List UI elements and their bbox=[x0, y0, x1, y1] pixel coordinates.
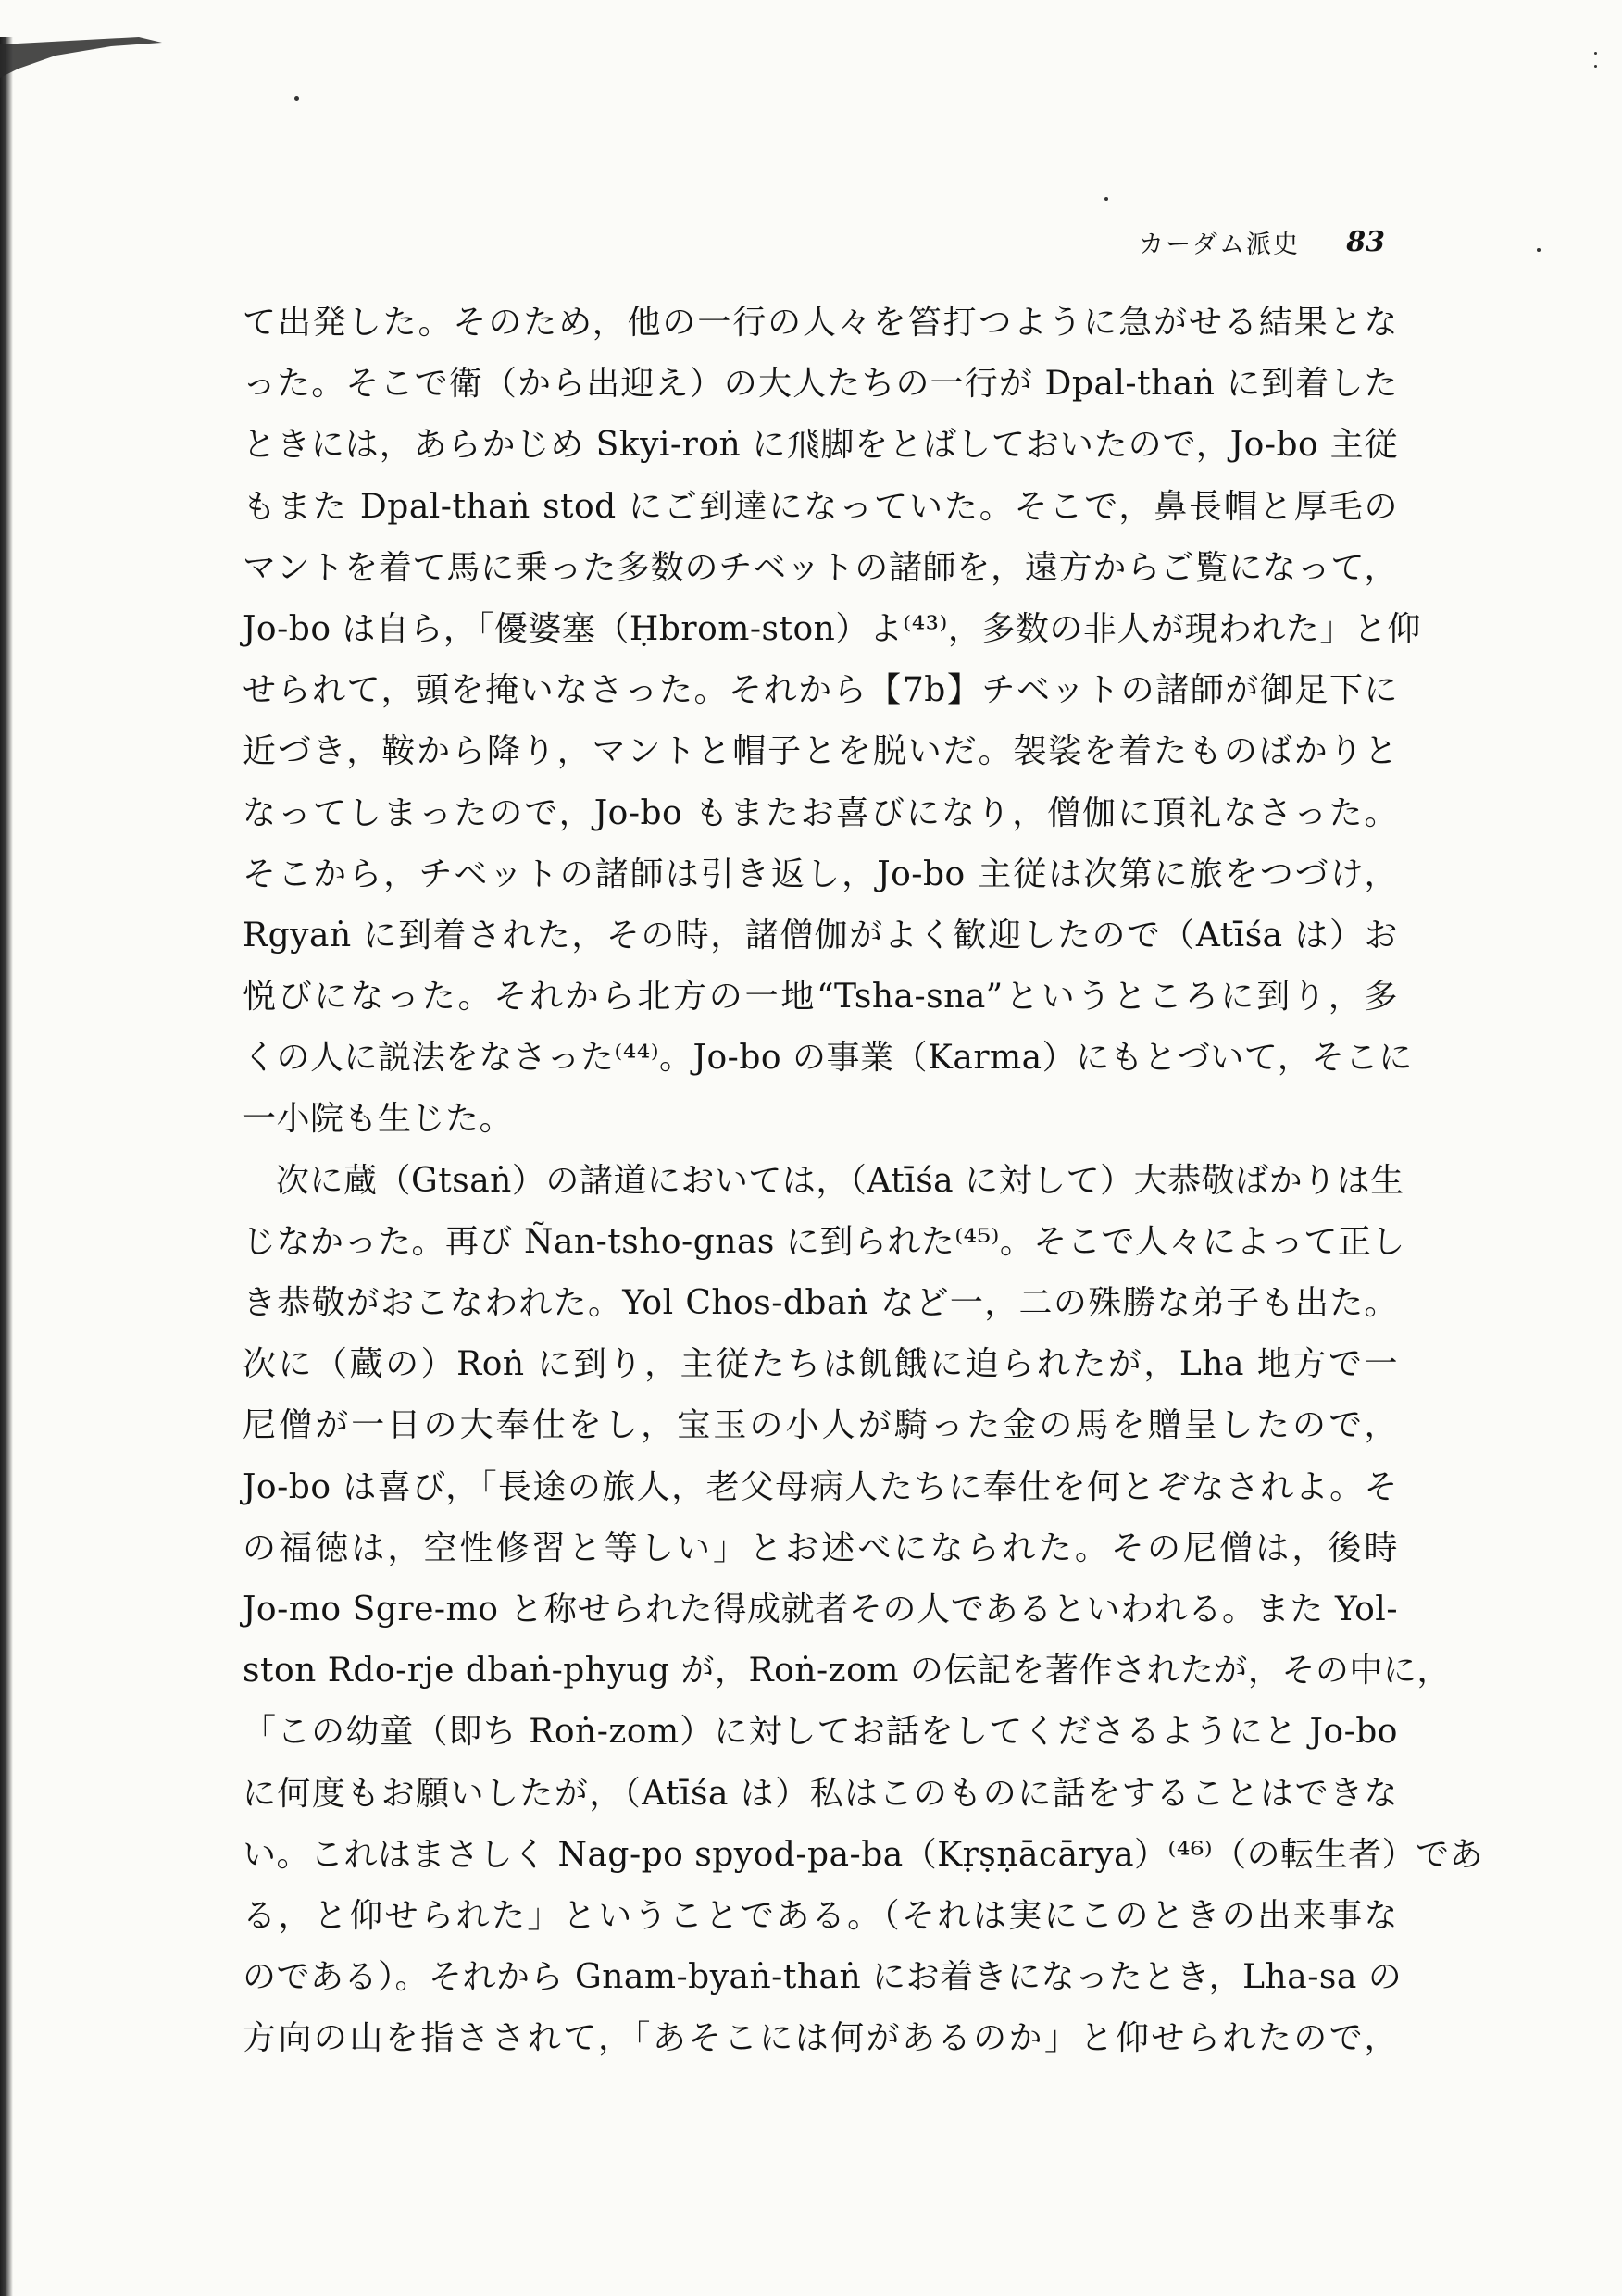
text-line: Rgyaṅ に到着された，その時，諸僧伽がよく歓迎したので（Atīśa は）お bbox=[243, 916, 1398, 955]
text-line: もまた Dpal-thaṅ stod にご到達になっていた。そこで，鼻長帽と厚毛の bbox=[243, 487, 1398, 526]
running-header bbox=[1139, 220, 1385, 263]
running-title: カーダム派史 bbox=[1139, 230, 1300, 259]
scan-corner-mark bbox=[0, 33, 171, 80]
binding-shadow bbox=[0, 37, 13, 2296]
text-line: 悦びになった。それから北方の一地“Tsha-sna”というところに到り，多 bbox=[243, 978, 1398, 1017]
text-line: き恭敬がおこなわれた。Yol Chos-dbaṅ など一，二の殊勝な弟子も出た。 bbox=[243, 1284, 1398, 1322]
text-line: 一小院も生じた。 bbox=[243, 1100, 514, 1139]
text-line: のである）。それから Gnam-byaṅ-thaṅ にお着きになったとき，Lha-sa の bbox=[243, 1958, 1403, 1997]
text-line: くの人に説法をなさった⁽⁴⁴⁾。Jo-bo の事業（Karma）にもとづいて，そこに bbox=[243, 1039, 1413, 1078]
text-line: い。これはまさしく Nag-po spyod-pa-ba（Kṛṣṇācārya）⁽⁴⁶⁾（の転生者）であ bbox=[243, 1835, 1484, 1874]
scan-speck bbox=[1537, 248, 1541, 252]
scan-speck bbox=[1594, 65, 1597, 68]
text-line: Jo-mo Sgre-mo と称せられた得成就者その人であるといわれる。また Yol- bbox=[243, 1590, 1398, 1628]
text-line: 「この幼童（即ち Roṅ-zom）に対してお話をしてくださるようにと Jo-bo bbox=[243, 1713, 1398, 1752]
scan-speck bbox=[1104, 197, 1108, 201]
text-line: なってしまったので，Jo-bo もまたお喜びになり，僧伽に頂礼なさった。 bbox=[243, 793, 1398, 832]
text-line: の福徳は，空性修習と等しい」とお述べになられた。その尼僧は，後時 bbox=[243, 1529, 1398, 1567]
text-line: Jo-bo は喜び，「長途の旅人，老父母病人たちに奉仕を何とぞなされよ。そ bbox=[243, 1467, 1398, 1506]
text-line: 尼僧が一日の大奉仕をし，宝玉の小人が騎った金の馬を贈呈したので， bbox=[243, 1406, 1398, 1445]
text-line: 次に蔵（Gtsaṅ）の諸道においては，（Atīśa に対して）大恭敬ばかりは生 bbox=[276, 1161, 1404, 1200]
scan-speck bbox=[294, 96, 299, 101]
text-line: せられて，頭を掩いなさった。それから【7b】チベットの諸師が御足下に bbox=[243, 671, 1398, 710]
text-line: て出発した。そのため，他の一行の人々を笞打つように急がせる結果とな bbox=[243, 304, 1398, 342]
scan-speck bbox=[1594, 52, 1597, 55]
text-line: じなかった。再び Ñan-tsho-gnas に到られた⁽⁴⁵⁾。そこで人々によって正し bbox=[243, 1222, 1405, 1261]
text-line: Jo-bo は自ら，「優婆塞（Ḥbrom-ston）よ⁽⁴³⁾，多数の非人が現われた」と仰 bbox=[243, 609, 1421, 648]
text-line: った。そこで衛（から出迎え）の大人たちの一行が Dpal-thaṅ に到着した bbox=[243, 365, 1398, 404]
body-text bbox=[243, 293, 1484, 2069]
text-line: る，と仰せられた」ということである。（それは実にこのときの出来事な bbox=[243, 1896, 1398, 1935]
text-line: ときには，あらかじめ Skyi-roṅ に飛脚をとばしておいたので，Jo-bo 主従 bbox=[243, 426, 1398, 465]
text-line: 方向の山を指さされて，「あそこには何があるのか」と仰せられたので， bbox=[243, 2019, 1398, 2058]
text-line: そこから，チベットの諸師は引き返し，Jo-bo 主従は次第に旅をつづけ， bbox=[243, 855, 1398, 893]
text-line: マントを着て馬に乗った多数のチベットの諸師を，遠方からご覧になって， bbox=[243, 548, 1398, 587]
text-line: に何度もお願いしたが，（Atīśa は）私はこのものに話をすることはできな bbox=[243, 1774, 1398, 1813]
text-line: ston Rdo-rje dbaṅ-phyug が，Roṅ-zom の伝記を著作されたが，その中に， bbox=[243, 1652, 1451, 1691]
page-number: 83 bbox=[1346, 225, 1385, 258]
text-line: 近づき，鞍から降り，マントと帽子とを脱いだ。袈裟を着たものばかりと bbox=[243, 732, 1398, 771]
text-line: 次に（蔵の）Roṅ に到り，主従たちは飢餓に迫られたが，Lha 地方で一 bbox=[243, 1345, 1398, 1384]
